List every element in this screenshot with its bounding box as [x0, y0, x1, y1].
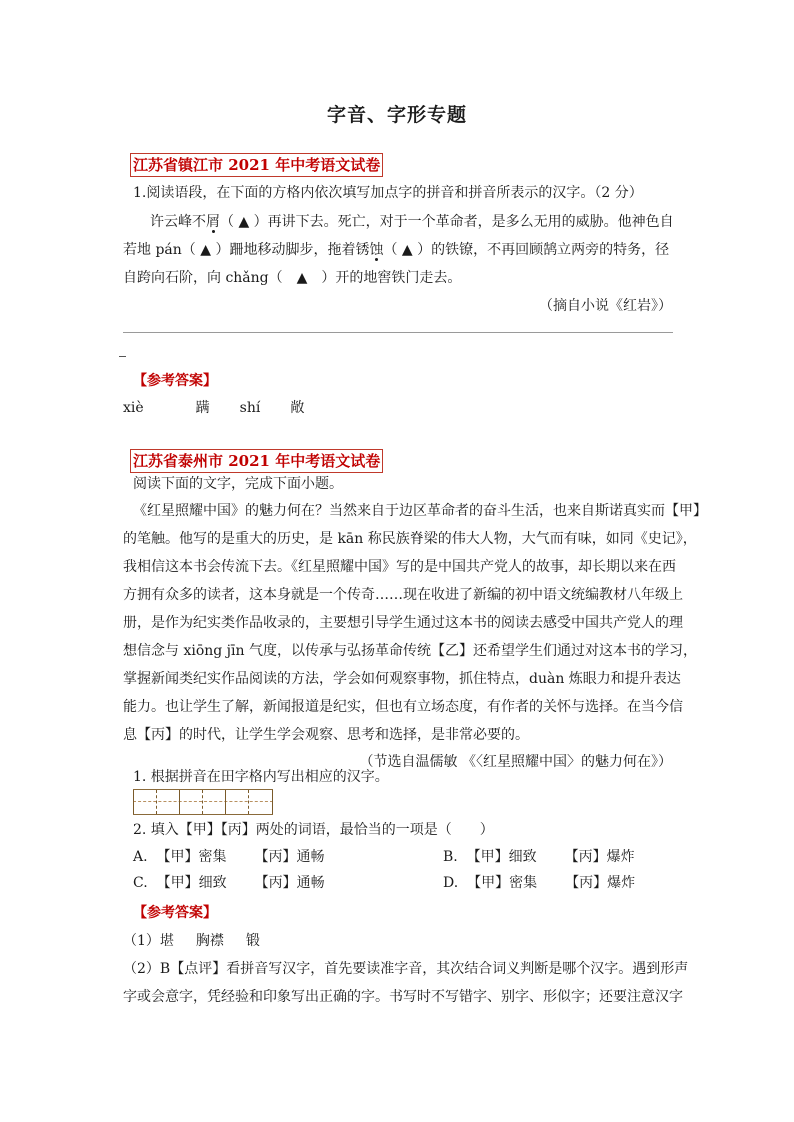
- passage-2-line-2: 的笔触。他写的是重大的历史，是 kān 称民族脊梁的伟大人物，大气而有味，如同《史记》，: [123, 531, 697, 547]
- separator-tick: [119, 356, 126, 357]
- answer-2-1: （1）堪 胸襟 锻: [123, 933, 260, 949]
- passage-1-line-1: 许云峰不屑（ ▲ ）再讲下去。死亡，对于一个革命者，是多么无用的威胁。他神色自: [150, 214, 674, 230]
- question-1-prompt: 1.阅读语段，在下面的方格内依次填写加点字的拼音和拼音所表示的汉字。（2 分）: [133, 185, 643, 201]
- grid-line: [156, 790, 157, 814]
- passage-1-line-2: 若地 pán（ ▲ ）跚地移动脚步，拖着锈蚀（ ▲ ）的铁镣，不再回顾鹄立两旁的特务，径: [123, 242, 670, 258]
- exam-source-tag-1: 江苏省镇江市 2021 年中考语文试卷: [130, 153, 383, 177]
- grid-line: [272, 790, 273, 814]
- question-2-1: 1. 根据拼音在田字格内写出相应的汉字。: [133, 769, 389, 785]
- answer-heading-2: 【参考答案】: [133, 905, 217, 921]
- passage-2-attribution: （节选自温儒敏 《〈红星照耀中国〉的魅力何在》）: [359, 754, 672, 770]
- answer-heading-1: 【参考答案】: [133, 373, 217, 389]
- page-title: 字音、字形专题: [326, 104, 467, 126]
- grid-line: [248, 790, 249, 814]
- grid-line: [179, 790, 180, 814]
- answer-line-1: xiè 蹒 shí 敞: [123, 400, 305, 416]
- exam-source-tag-2: 江苏省泰州市 2021 年中考语文试卷: [130, 449, 383, 473]
- passage-2-line-1: 《红星照耀中国》的魅力何在？当然来自于边区革命者的奋斗生活，也来自斯诺真实而【甲】: [133, 503, 707, 519]
- passage-2-line-8: 能力。也让学生了解，新闻报道是纪实，但也有立场态度，有作者的关怀与选择。在当今信: [123, 699, 683, 715]
- question-2-2: 2. 填入【甲】【丙】两处的词语，最恰当的一项是（ ）: [133, 822, 494, 838]
- passage-2-line-7: 掌握新闻类纪实作品阅读的方法，学会如何观察事物，抓住特点，duàn 炼眼力和提升表达: [123, 671, 681, 687]
- grid-midline: [133, 801, 273, 802]
- grid-line: [202, 790, 203, 814]
- dotted-char-2: 蚀: [369, 242, 384, 258]
- passage-2-line-3: 我相信这本书会传流下去。《红星照耀中国》写的是中国共产党人的故事，却长期以来在西: [123, 559, 676, 575]
- passage-1-line-3: 自跨向石阶，向 chǎng（ ▲ ）开的地窖铁门走去。: [123, 270, 462, 286]
- passage-2-line-6: 想信念与 xiōng jīn 气度，以传承与弘扬革命传统【乙】还希望学生们通过对这本书的学习，: [123, 643, 697, 659]
- option-d: D. 【甲】密集 【丙】爆炸: [443, 875, 636, 891]
- passage-2-line-5: 册，是作为纪实类作品收录的，主要想引导学生通过这本书的阅读去感受中国共产党人的理: [123, 615, 683, 631]
- answer-2-2-line-1: （2）B【点评】看拼音写汉字，首先要读准字音，其次结合词义判断是哪个汉字。遇到形声: [123, 961, 689, 977]
- question-2-intro: 阅读下面的文字，完成下面小题。: [133, 476, 343, 492]
- passage-2-line-4: 方拥有众多的读者，这本身就是一个传奇……现在收进了新编的初中语文统编教材八年级上: [123, 587, 683, 603]
- option-a: A. 【甲】密集 【丙】通畅: [133, 849, 325, 865]
- grid-line: [225, 790, 226, 814]
- option-c: C. 【甲】细致 【丙】通畅: [133, 875, 325, 891]
- tianzige-grid: [133, 789, 273, 815]
- dotted-char-1: 屑: [206, 214, 220, 230]
- passage-1-attribution: （摘自小说《红岩》）: [539, 298, 672, 314]
- option-b: B. 【甲】细致 【丙】爆炸: [443, 849, 635, 865]
- passage-2-line-9: 息【丙】的时代，让学生学会观察、思考和选择，是非常必要的。: [123, 727, 529, 743]
- answer-2-2-line-2: 字或会意字，凭经验和印象写出正确的字。书写时不写错字、别字、形似字；还要注意汉字: [123, 989, 683, 1005]
- grid-line: [133, 790, 134, 814]
- separator-rule: [123, 332, 673, 333]
